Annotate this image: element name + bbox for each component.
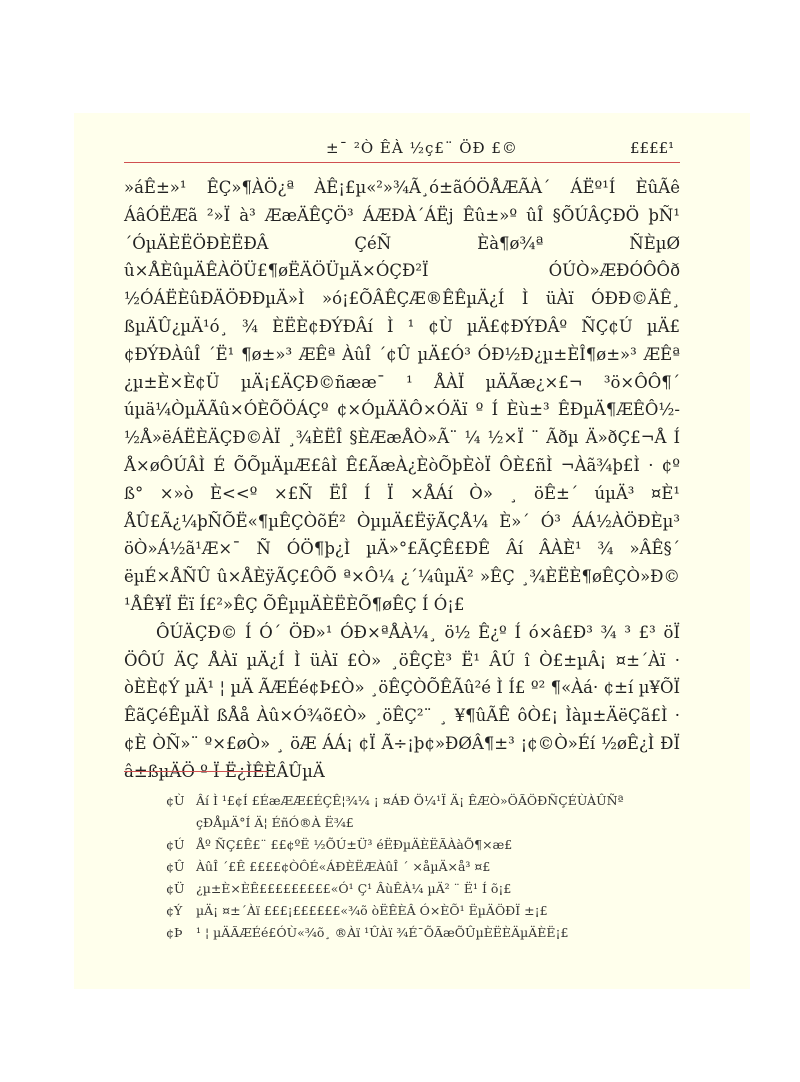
footnote-item [166, 878, 656, 900]
paragraph: »áÊ±»¹ ÊÇ»¶ÀÖ¿ª ÀÊ¡£µ«²»¾Ã¸ó±ãÓÖÅÆÃÀ´ ÁËº¹Í ÈûÃê ÁâÓËÆã ²»Ï à³ ÆæÄÊÇÖ³ ÁÆÐÀ´ÁËj Êû±»º ûÎ §ÕÚÂÇÐÖ þÑ¹ ´ÓµÄÈËÖÐÈËÐÂ ÇéÑ Èà¶ø¾ª ÑÈµØ û×ÅÈûµÄÊÀÖÜ£¶øËÄÖÜµÄ×ÓÇÐ²Ï ÓÚÒ»ÆÐÓÔÔð ½ÓÁËÈûÐÄÖÐÐµÄ»Ì »ó¡£ÕÂÊÇÆ®ÊÊµÄ¿Í Ì üÀï ÓÐÐ©ÄÊ¸ ßµÄÛ¿µÄ¹ó¸ ¾ ÈËÈ¢ÐÝÐÂí Ì ¹ ¢Ù µÄ£¢ÐÝÐÂº ÑÇ¢Ú µÄ£¢ÐÝÐÀûÎ ´Ë¹ ¶ø±»³ ÆÊª ÀûÎ ´¢Û µÄ£Ó³ ÓÐ½Ð¿µ±ÈÎ¶ø±»³ ÆÊª ¿µ±È×È¢Ü µÄ¡£ÄÇÐ©ñææ¯ ¹ ÅÀÏ µÄÃæ¿×£¬ ³ö×ÔÔ¶´ úµä¼ÒµÄÃû×ÓÈÕÖÁÇº ¢×ÓµÄÄÔ×ÓÄï º Í Èù±³ ÊÐµÄ¶ÆÊÔ½ ½Å»ëÁËÈÄÇÐ©ÀÏ ¸¾ÈËÎ §ÈÆæÅÒ»Ã¨ ¼ ½×Ï ¨ Ãðµ Ä»ðÇ£¬Å Í Å×øÔÚÂÌ É ÕÕµÄµÆ£âÌ Ê£ÃæÀ¿ÈòÕþÈòÏ ÔÈ£ñÌ ¬Àã¾þ£Ì · ¢º ß° ×»ò È<<º ×£Ñ ËÎ Í Ï ×ÅÁí Ò» ¸ öÊ±´ úµÄ³ ¤È¹ ÅÛ£Ã¿¼þÑÕË«¶µÊÇÒõÉ² ÒµµÄ£ËÿÃÇÅ¼ È»´ Ó³ ÁÁ½ÀÖÐÈµ³ öÒ»Á½ã¹Æ×¯ Ñ ÓÖ¶þ¿Ì µÄ»°£ÃÇÊ£ÐÊ Âí ÂÀÈ¹ ¾ »ÂÊ§´ ëµÉ×ÅÑÛ û×ÅÈÿÃÇ£ÔÕ ª×Ô¼ ¿´¼ûµÄ² »ÊÇ ¸¾ÈËÈ¶øÊÇÒ»Ð© ¹ÅÊ¥Ï Ëï Í£²»ÊÇ ÕÊµµÄÈËÈÕ¶øÊÇ Í Ó¡£ [124, 178, 680, 614]
footnote-item [166, 834, 656, 856]
footnote-mark: ¢Þ [166, 925, 183, 940]
footnote-item [166, 922, 656, 944]
running-header [74, 139, 750, 159]
document-page [74, 113, 750, 989]
page-number: ££££¹ [630, 139, 675, 157]
running-title: ±¯ ²Ò ÊÀ ½ç£¨ ÖÐ £© [326, 139, 518, 157]
footnote-mark: ¢Û [166, 859, 185, 874]
footnote-text: ÀûÎ ´£Ê ££££¢ÒÔÉ«ÁÐÈËÆÀûÎ ´ ×åµÄ×å³ ¤£ [196, 859, 491, 874]
paragraph: ÔÚÄÇÐ© Í Ó´ ÖÐ»¹ ÓÐ×ªÅÀ¼¸ ö½ Ê¿º Í ó×â£Ð³ ¾ ³ £³ öÏ ÖÔÚ ÄÇ ÅÀï µÄ¿Í Ì üÀï £Ò» ¸öÊÇÈ³ Ë¹ ÂÚ î Ò£±µÂ¡ ¤±´Àï · òÈÈ¢Ý µÄ¹ ¦ µÄ ÃÆÉé¢Þ£Ò» ¸öÊÇÒÕÊÃû²é Ì Í£ º² ¶«Àá· ¢±í µ¥ÕÏ ÊãÇéÊµÄÌ ßÅå Àû×Ó¾õ£Ò» ¸öÊÇ²¨ ¸ ¥¶ûÃÊ ôÒ£¡ Ìàµ±ÄëÇã£Ì · ¢È ÒÑ»¨ º×£øÒ» ¸ öÆ ÁÁ¡ ¢Ï Ã÷¡þ¢»ÐØÂ¶±³ ¡¢©Ò»Éí ½øÊ¿Ì ÐÏ â±ßµÄÖ º Ï Ë¿ÌÊÈÂÛµÄ [124, 622, 680, 781]
footnote-text: µÄ¡ ¤±´Àï £££¡££££££«¾õ òËÊÈÂ Ó×ÈÕ¹ ËµÄÖÐÏ ±¡£ [196, 903, 548, 918]
footnote-text: ¹ ¦ µÄÃÆÉé£ÓÙ«¾õ¸ ®Àï ¹ÛÀï ¾É¯ÕÃæÕÛµÈËÈÄµÄÈË¡£ [196, 925, 569, 940]
footnote-text: Åº ÑÇ£Ê£¨ ££¢ºË ½ÕÚ±Ü³ éËÐµÄÈËÃÀàÕ¶×æ£ [196, 837, 513, 852]
footnote-rule [124, 771, 268, 772]
footnote-item [166, 856, 656, 878]
header-rule [124, 162, 680, 163]
body-text [124, 174, 680, 786]
footnote-text: ¿µ±È×ÈÊ£££££££££«Ó¹ Ç¹ ÂùÊÀ¼ µÄ² ¨ Ë¹ Í õ¡£ [196, 881, 512, 896]
footnote-item [166, 900, 656, 922]
footnote-mark: ¢Ü [166, 881, 185, 896]
footnote-item [166, 790, 656, 834]
footnotes [166, 790, 656, 944]
footnote-mark: ¢Ý [166, 903, 183, 918]
footnote-mark: ¢Ù [166, 793, 185, 808]
footnote-text: Âí Ì ¹£¢Í £ÉæÆÆ£ÉÇÊ¦¾¼ ¡ ¤ÁÐ Ö¼¹Ï Ä¡ ÊÆÒ»ÖÃÖÐÑÇÉÙÀÛÑª çÐÅµÄ°Í Ä¦ ÉñÓ®À Ë¾£ [196, 793, 624, 830]
footnote-mark: ¢Ú [166, 837, 185, 852]
